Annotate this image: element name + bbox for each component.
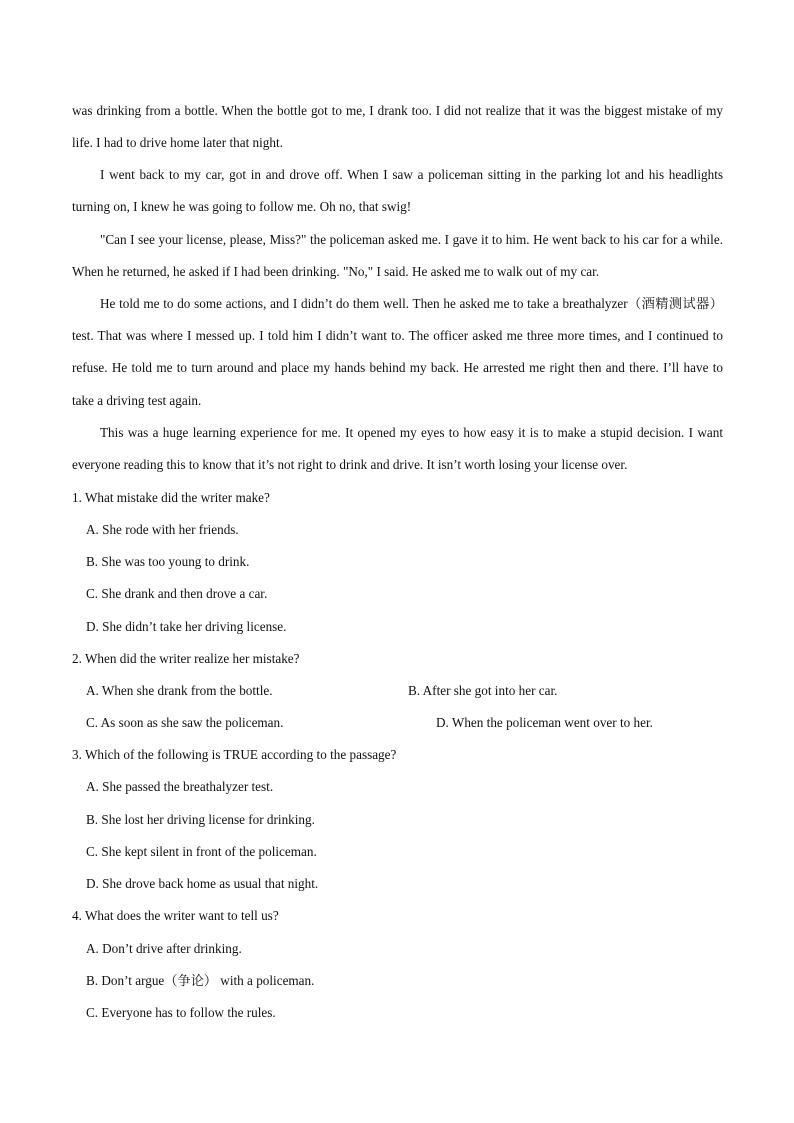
question-2-stem: 2. When did the writer realize her mistake? [72, 651, 300, 666]
passage-paragraph-1: was drinking from a bottle. When the bottle got to me, I drank too. I did not realize that it was the biggest mistake of my life. I had to drive home later that night. [72, 103, 723, 151]
passage-paragraph-3: "Can I see your license, please, Miss?" the policeman asked me. I gave it to him. He went back to his car for a while. When he returned, he asked if I had been drinking. "No," I said. He asked me to walk out of my car. [72, 232, 723, 280]
passage-paragraph-5: This was a huge learning experience for me. It opened my eyes to how easy it is to make a stupid decision. I want everyone reading this to know that it’s not right to drink and drive. It isn’t worth losing your license over. [72, 425, 723, 473]
question-1-option-b: B. She was too young to drink. [86, 554, 250, 569]
question-3-option-b: B. She lost her driving license for drinking. [86, 812, 315, 827]
question-1-stem: 1. What mistake did the writer make? [72, 490, 270, 505]
question-1-option-a: A. She rode with her friends. [86, 522, 239, 537]
question-3-option-d: D. She drove back home as usual that night. [86, 876, 319, 891]
question-4-option-b: B. Don’t argue（争论） with a policeman. [86, 973, 315, 988]
question-2-option-c: C. As soon as she saw the policeman. [86, 715, 284, 730]
question-4-option-a: A. Don’t drive after drinking. [86, 941, 242, 956]
question-2-option-d: D. When the policeman went over to her. [436, 715, 653, 730]
question-3-stem: 3. Which of the following is TRUE according to the passage? [72, 747, 397, 762]
question-1-option-c: C. She drank and then drove a car. [86, 586, 268, 601]
passage-paragraph-2: I went back to my car, got in and drove off. When I saw a policeman sitting in the parking lot and his headlights turning on, I knew he was going to follow me. Oh no, that swig! [72, 167, 723, 215]
passage-paragraph-4: He told me to do some actions, and I didn’t do them well. Then he asked me to take a breathalyzer（酒精测试器）test. That was where I messed up. I told him I didn’t want to. The officer asked me three more times, and I continued to refuse. He told me to turn around and place my hands behind my back. He arrested me right then and there. I’ll have to take a driving test again. [72, 296, 723, 408]
question-3-option-a: A. She passed the breathalyzer test. [86, 779, 274, 794]
question-4-stem: 4. What does the writer want to tell us? [72, 908, 279, 923]
question-4-option-c: C. Everyone has to follow the rules. [86, 1005, 276, 1020]
question-3-option-c: C. She kept silent in front of the policeman. [86, 844, 317, 859]
question-1-option-d: D. She didn’t take her driving license. [86, 619, 287, 634]
question-2-option-b: B. After she got into her car. [408, 683, 558, 698]
question-2-option-a: A. When she drank from the bottle. [86, 683, 273, 698]
